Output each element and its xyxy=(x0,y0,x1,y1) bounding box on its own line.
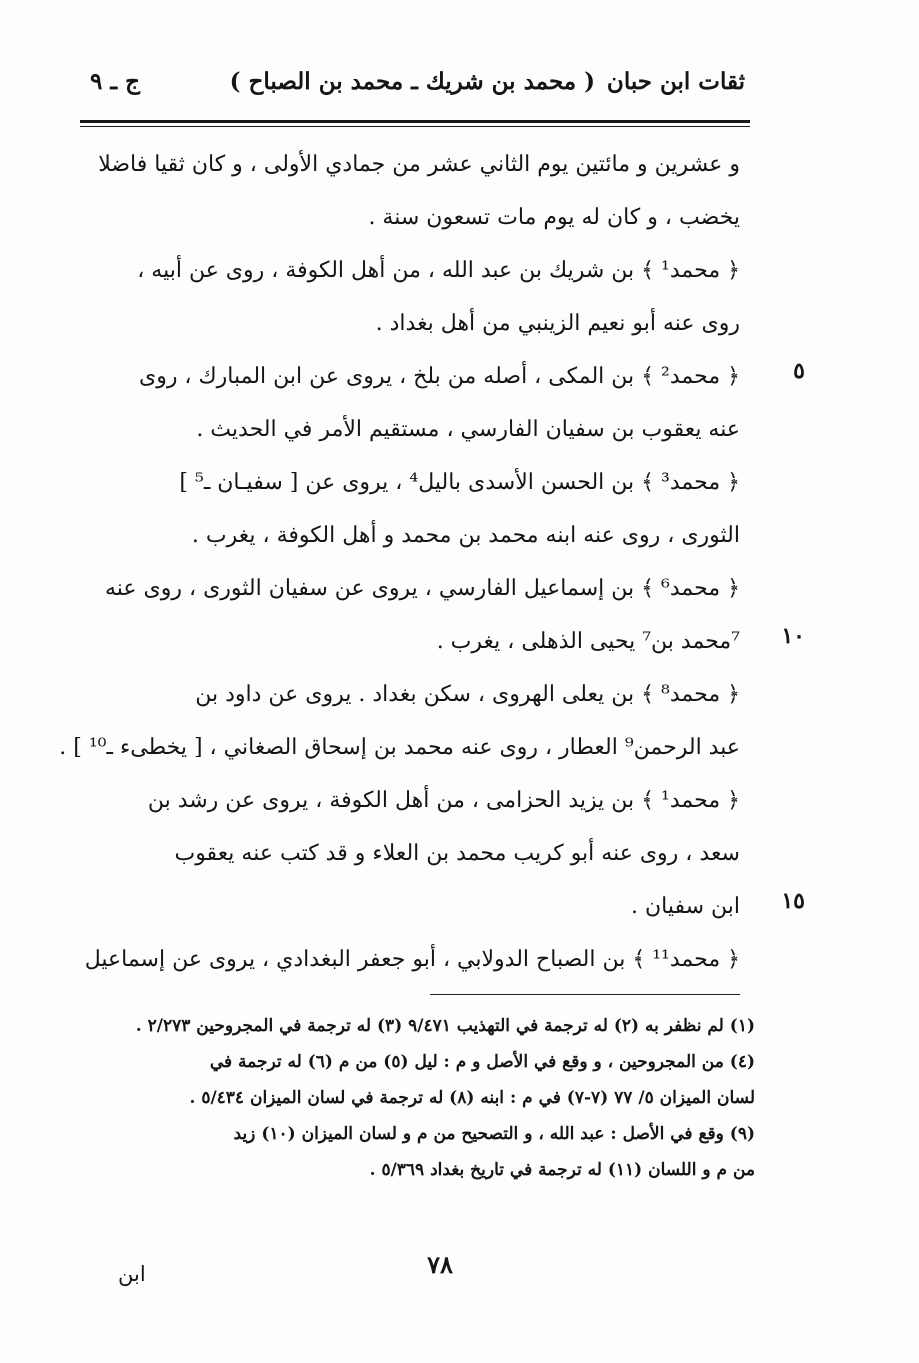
line-number: ٥ xyxy=(793,358,805,384)
catch-word: ابن xyxy=(118,1262,146,1286)
text-line: الثورى ، روى عنه ابنه محمد بن محمد و أهل الكوفة ، يغرب . xyxy=(191,523,740,548)
footnote-line: لسان الميزان ٥/ ٧٧ (٧-٧) في م : ابنه (٨) له ترجمة في لسان الميزان ٥/٤٣٤ . xyxy=(189,1088,755,1108)
page-number: ٧٨ xyxy=(427,1250,453,1279)
text-line: و عشرين و مائتين يوم الثاني عشر من جمادي الأولى ، و كان ثقيا فاضلا xyxy=(98,152,740,177)
text-line: ﴿ محمد⁸ ﴾ بن يعلى الهروى ، سكن بغداد . يروى عن داود بن xyxy=(195,682,740,707)
text-line: روى عنه أبو نعيم الزينبي من أهل بغداد . xyxy=(375,311,740,336)
text-line: عبد الرحمن⁹ العطار ، روى عنه محمد بن إسحاق الصغاني ، [ يخطىء ـ¹⁰ ] . xyxy=(59,735,740,760)
text-line: يخضب ، و كان له يوم مات تسعون سنة . xyxy=(368,205,740,230)
text-line: ﴿ محمد¹ ﴾ بن يزيد الحزامى ، من أهل الكوفة ، يروى عن رشد بن xyxy=(147,788,740,813)
footnote-line: (٩) وقع في الأصل : عبد الله ، و التصحيح من م و لسان الميزان (١٠) زيد xyxy=(233,1124,755,1144)
text-line: ﴿ محمد¹ ﴾ بن شريك بن عبد الله ، من أهل الكوفة ، روى عن أبيه ، xyxy=(137,258,740,283)
text-line: ابن سفيان . xyxy=(630,894,740,919)
text-line: ﴿ محمد¹¹ ﴾ بن الصباح الدولابي ، أبو جعفر البغدادي ، يروى عن إسماعيل xyxy=(84,947,740,972)
footnote-line: (١) لم نظفر به (٢) له ترجمة في التهذيب ٩/٤٧١ (٣) له ترجمة في المجروحين ٢/٢٧٣ . xyxy=(135,1016,755,1036)
text-line: ﴿ محمد⁶ ﴾ بن إسماعيل الفارسي ، يروى عن سفيان الثورى ، روى عنه xyxy=(104,576,740,601)
entry-range: ( محمد بن شريك ـ محمد بن الصباح ) xyxy=(229,68,595,95)
text-line: عنه يعقوب بن سفيان الفارسي ، مستقيم الأمر في الحديث . xyxy=(196,417,740,442)
footnote-separator xyxy=(430,994,740,995)
text-line: ⁷محمد بن⁷ يحيى الذهلى ، يغرب . xyxy=(436,629,740,654)
header-rule-thick xyxy=(80,120,750,123)
footnote-line: من م و اللسان (١١) له ترجمة في تاريخ بغداد ٥/٣٦٩ . xyxy=(369,1160,755,1180)
text-line: ﴿ محمد² ﴾ بن المكى ، أصله من بلخ ، يروى عن ابن المبارك ، روى xyxy=(138,364,740,389)
header-rule-thin xyxy=(80,126,750,127)
book-title: ثقات ابن حبان xyxy=(606,68,745,95)
line-number: ١٥ xyxy=(781,888,805,914)
text-line: ﴿ محمد³ ﴾ بن الحسن الأسدى باليل⁴ ، يروى عن [ سفيـان ـ⁵ ] xyxy=(179,470,740,495)
line-number: ١٠ xyxy=(781,623,805,649)
main-text xyxy=(59,138,740,986)
running-header xyxy=(80,62,745,112)
footnotes xyxy=(95,1008,755,1188)
footnote-line: (٤) من المجروحين ، و وقع في الأصل و م : ليل (٥) من م (٦) له ترجمة في xyxy=(209,1052,755,1072)
volume-label: ج ـ ٩ xyxy=(90,68,140,95)
text-line: سعد ، روى عنه أبو كريب محمد بن العلاء و قد كتب عنه يعقوب xyxy=(174,841,740,866)
